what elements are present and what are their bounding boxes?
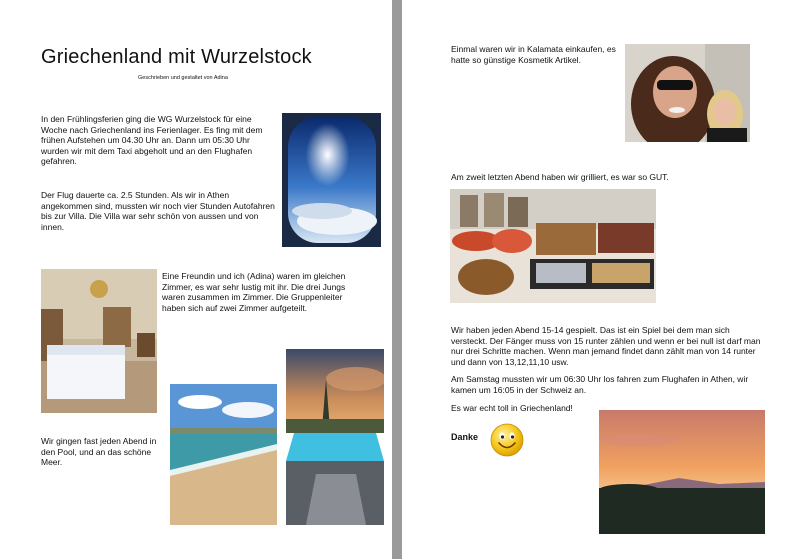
airplane-window-photo: [282, 113, 381, 247]
smiley-emoji-icon: [490, 423, 524, 457]
document-page-left: [0, 0, 392, 559]
bedroom-photo: [41, 269, 157, 413]
beach-photo: [170, 384, 277, 525]
document-subtitle: Geschrieben und gestaltet von Adina: [138, 75, 228, 81]
thanks-label: Danke: [451, 432, 479, 442]
sunset-photo: [599, 410, 765, 534]
paragraph-closing: Es war echt toll in Griechenland!: [451, 403, 573, 413]
selfie-photo: [625, 44, 750, 142]
paragraph-return-flight: Am Samstag mussten wir um 06:30 Uhr los fahren zum Flughafen in Athen, wir kamen um 16:05 in der Schweiz an.: [451, 374, 749, 395]
paragraph-game-15-14: Wir haben jeden Abend 15-14 gespielt. Das ist ein Spiel bei dem man sich versteckt. Der Fänger muss von 15 runter zählen und wenn er bei null ist darf man nur drei Schritte machen. Wenn man jemand findet dann zählt man von 14 runter und dann von 13,12,11,10 usw.: [451, 325, 761, 367]
paragraph-pool-sea: Wir gingen fast jeden Abend in den Pool, und an das schöne Meer.: [41, 436, 157, 467]
paragraph-room: Eine Freundin und ich (Adina) waren im gleichen Zimmer, es war sehr lustig mit ihr. Die drei Jungs waren zusammen im Zimmer. Die Gruppenleiter haben sich auf zwei Zimmer aufgeteilt.: [162, 271, 346, 313]
document-title: Griechenland mit Wurzelstock: [41, 46, 312, 68]
pool-photo: [286, 349, 384, 525]
paragraph-travel-start: In den Frühlingsferien ging die WG Wurzelstock für eine Woche nach Griechenland ins Ferienlager. Es fing mit dem frühen Aufstehen um 04.30 Uhr an. Dann um 05:30 Uhr wurden wir mit dem Taxi abgeholt und an den Flughafen gefahren.: [41, 114, 263, 166]
document-page-right: [402, 0, 800, 559]
paragraph-flight: Der Flug dauerte ca. 2.5 Stunden. Als wir in Athen angekommen sind, mussten wir noch vier Stunden Autofahren bis zur Villa. Die Villa war sehr schön von aussen und von innen.: [41, 190, 275, 232]
paragraph-grill: Am zweit letzten Abend haben wir grilliert, es war so GUT.: [451, 172, 669, 182]
grill-food-photo: [450, 189, 656, 303]
paragraph-kalamata: Einmal waren wir in Kalamata einkaufen, es hatte so günstige Kosmetik Artikel.: [451, 44, 616, 65]
